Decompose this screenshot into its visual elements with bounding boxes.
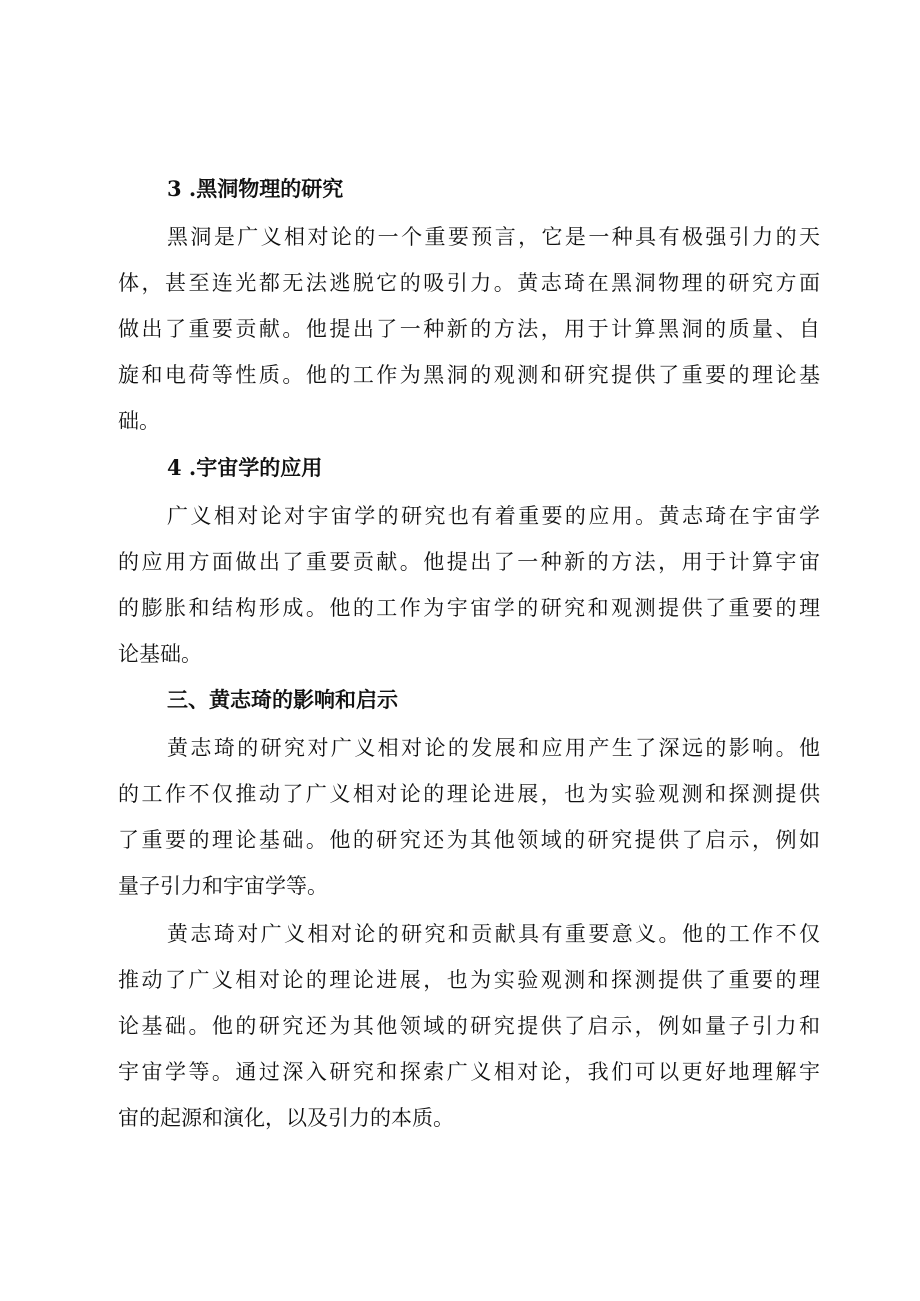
paragraph-line: 论基础。 [118,642,202,666]
paragraph-line: 论基础。他的研究还为其他领域的研究提供了启示，例如量子引力和 [118,1014,820,1038]
paragraph-line: 黑洞是广义相对论的一个重要预言，它是一种具有极强引力的天 [167,225,820,249]
paragraph-line: 宇宙学等。通过深入研究和探索广义相对论，我们可以更好地理解宇 [118,1060,820,1084]
paragraph-line: 的应用方面做出了重要贡献。他提出了一种新的方法，用于计算宇宙 [118,550,820,574]
paragraph-line: 旋和电荷等性质。他的工作为黑洞的观测和研究提供了重要的理论基 [118,363,820,387]
paragraph-line: 广义相对论对宇宙学的研究也有着重要的应用。黄志琦在宇宙学 [167,504,820,528]
paragraph-line: 的膨胀和结构形成。他的工作为宇宙学的研究和观测提供了重要的理 [118,596,820,620]
paragraph-line: 做出了重要贡献。他提出了一种新的方法，用于计算黑洞的质量、自 [118,317,820,341]
paragraph-line: 的工作不仅推动了广义相对论的理论进展，也为实验观测和探测提供 [118,782,820,806]
paragraph-line: 了重要的理论基础。他的研究还为其他领域的研究提供了启示，例如 [118,828,820,852]
section-heading-influence: 三、黄志琦的影响和启示 [167,687,398,712]
section-heading-cosmology: 4 .宇宙学的应用 [167,455,323,480]
paragraph-line: 量子引力和宇宙学等。 [118,874,328,898]
paragraph-line: 宙的起源和演化，以及引力的本质。 [118,1106,454,1130]
paragraph-line: 黄志琦的研究对广义相对论的发展和应用产生了深远的影响。他 [167,736,820,760]
paragraph-line: 黄志琦对广义相对论的研究和贡献具有重要意义。他的工作不仅 [167,922,820,946]
paragraph-line: 推动了广义相对论的理论进展，也为实验观测和探测提供了重要的理 [118,968,820,992]
paragraph-line: 体，甚至连光都无法逃脱它的吸引力。黄志琦在黑洞物理的研究方面 [118,271,820,295]
section-heading-black-hole: 3 .黑洞物理的研究 [167,176,344,201]
paragraph-line: 础。 [118,409,160,433]
